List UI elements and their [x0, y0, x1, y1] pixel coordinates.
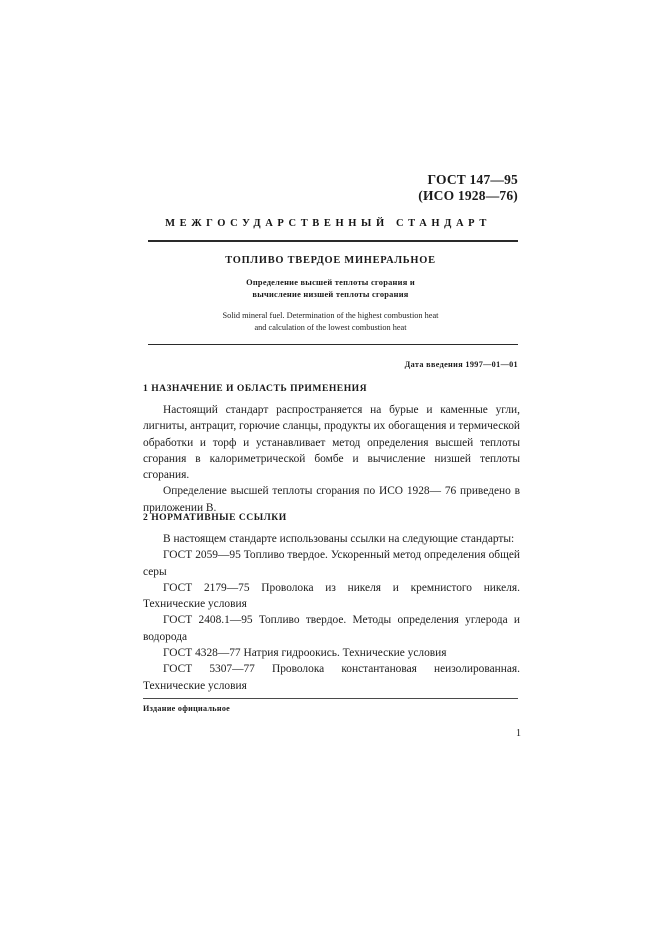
reference-item: ГОСТ 2059—95 Топливо твердое. Ускоренный метод определения общей серы: [143, 549, 520, 578]
reference-item: ГОСТ 2408.1—95 Топливо твердое. Методы определения углерода и водорода: [143, 614, 520, 643]
date-of-introduction: Дата введения 1997—01—01: [404, 360, 518, 369]
interstate-standard-label: МЕЖГОСУДАРСТВЕННЫЙ СТАНДАРТ: [165, 218, 491, 229]
edition-note: Издание официальное: [143, 704, 231, 713]
section-1-heading: 1 НАЗНАЧЕНИЕ И ОБЛАСТЬ ПРИМЕНЕНИЯ: [143, 383, 368, 394]
reference-item: ГОСТ 5307—77 Проволока константановая неизолированная. Технические условия: [143, 663, 520, 692]
page-number: 1: [516, 728, 521, 739]
section-2-intro: В настоящем стандарте использованы ссылки на следующие стандарты:: [163, 533, 515, 545]
title-divider-rule: [148, 344, 518, 345]
page-title-english-line1: Solid mineral fuel. Determination of the highest combustion heat: [222, 311, 439, 320]
section-1-paragraph-1: Настоящий стандарт распространяется на бурые и каменные угли, лигниты, антрацит, горючие сланцы, продукты их обогащения и термической обработки и торф и устанавливает метод определения высшей теплоты сгорания в калориметрической бомбе и вычисление низшей теплоты сгорания.: [143, 404, 520, 482]
page-title: ТОПЛИВО ТВЕРДОЕ МИНЕРАЛЬНОЕ: [225, 255, 436, 266]
reference-item: ГОСТ 2179—75 Проволока из никеля и кремнистого никеля. Технические условия: [143, 581, 520, 611]
page-title-english: [98, 310, 563, 333]
section-2-heading: 2 НОРМАТИВНЫЕ ССЫЛКИ: [143, 512, 287, 523]
section-1-paragraph-2: Определение высшей теплоты сгорания по ИСО 1928— 76 приведено в приложении В.: [143, 485, 520, 514]
page-title-english-line2: and calculation of the lowest combustion heat: [254, 322, 407, 332]
standard-code-block: [0, 172, 518, 203]
standard-code: ГОСТ 147—95: [427, 172, 518, 187]
header-divider-rule: [148, 240, 518, 242]
iso-code: (ИСО 1928—76): [418, 187, 518, 203]
footer-divider-rule: [143, 698, 518, 699]
section-2-body: [143, 531, 520, 694]
reference-item: ГОСТ 4328—77 Натрия гидроокись. Технические условия: [163, 647, 447, 660]
page-subtitle-line1: Определение высшей теплоты сгорания и: [246, 278, 415, 287]
page-subtitle-line2: вычисление низшей теплоты сгорания: [252, 289, 409, 299]
page-subtitle: [118, 277, 543, 300]
section-1-body: [143, 402, 520, 516]
